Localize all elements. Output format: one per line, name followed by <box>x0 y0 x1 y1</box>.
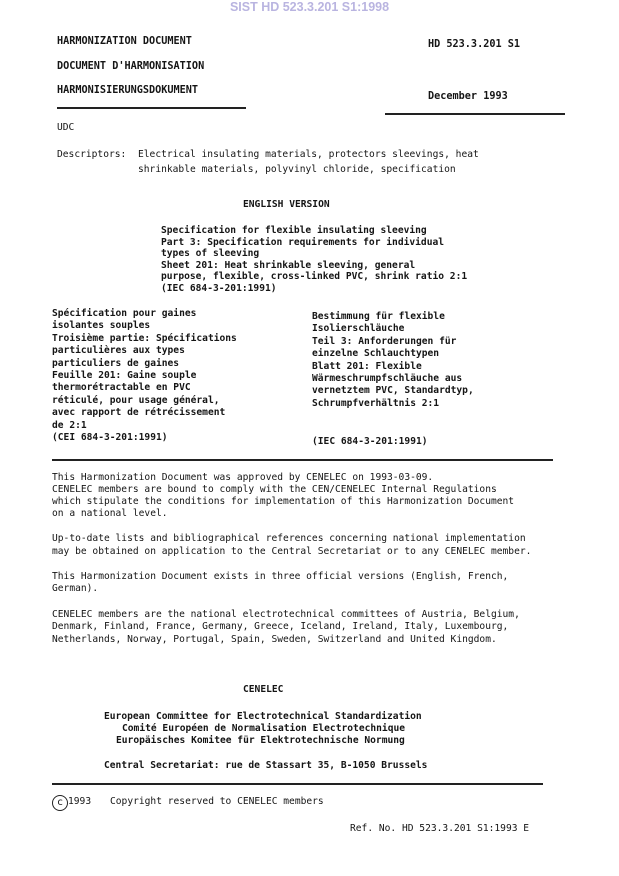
french-line: Spécification pour gaines <box>52 308 197 319</box>
udc-label: UDC <box>57 122 75 133</box>
paragraph-line: This Harmonization Document was approved by CENELEC on 1993-03-09. <box>52 472 434 483</box>
french-line: (CEI 684-3-201:1991) <box>52 432 168 444</box>
descriptors-line: Electrical insulating materials, protectors sleevings, heat <box>138 149 479 160</box>
english-line: Specification for flexible insulating sleeving <box>161 225 427 236</box>
german-line: einzelne Schlauchtypen <box>312 348 440 360</box>
paragraph-line: CENELEC members are bound to comply with the CEN/CENELEC Internal Regulations <box>52 484 497 495</box>
watermark: SIST HD 523.3.201 S1:1998 <box>229 0 390 14</box>
cenelec-de: Europäisches Komitee für Elektrotechnische Normung <box>116 735 405 746</box>
french-line: réticulé, pour usage général, <box>52 394 220 406</box>
copyright-text: Copyright reserved to CENELEC members <box>110 796 324 807</box>
french-line: Troisième partie: Spécifications <box>52 332 237 344</box>
french-line: de 2:1 <box>52 419 87 431</box>
paragraph-line: This Harmonization Document exists in three official versions (English, French, <box>52 571 509 582</box>
cenelec-secretariat: Central Secretariat: rue de Stassart 35, B-1050 Brussels <box>104 760 428 771</box>
paragraph-line: may be obtained on application to the Central Secretariat or to any CENELEC member. <box>52 546 532 557</box>
cenelec-fr: Comité Européen de Normalisation Electrotechnique <box>122 723 406 734</box>
divider <box>57 107 246 109</box>
german-line: Bestimmung für flexible <box>312 311 445 322</box>
descriptors-label: Descriptors: <box>57 149 127 160</box>
german-title-block <box>312 311 474 410</box>
title-de: HARMONISIERUNGSDOKUMENT <box>57 85 199 96</box>
german-line: Isolierschläuche <box>312 323 405 335</box>
french-line: particulières aux types <box>52 345 185 357</box>
reference-number: Ref. No. HD 523.3.201 S1:1993 E <box>350 823 530 834</box>
copyright-icon: c <box>52 795 68 811</box>
title-fr: DOCUMENT D'HARMONISATION <box>57 61 205 72</box>
divider <box>385 113 565 115</box>
paragraph-line: which stipulate the conditions for implementation of this Harmonization Document <box>52 496 515 507</box>
paragraph-line: CENELEC members are the national electrotechnical committees of Austria, Belgium, <box>52 609 520 620</box>
paragraph-line: Netherlands, Norway, Portugal, Spain, Sweden, Switzerland and United Kingdom. <box>52 634 497 645</box>
german-line: Teil 3: Anforderungen für <box>312 335 457 347</box>
french-line: isolantes souples <box>52 320 151 332</box>
english-version-heading: ENGLISH VERSION <box>243 199 330 210</box>
english-line: Sheet 201: Heat shrinkable sleeving, general <box>161 259 416 271</box>
english-line: types of sleeving <box>161 248 260 260</box>
german-line: Blatt 201: Flexible <box>312 360 422 372</box>
paragraph-line: Up-to-date lists and bibliographical references concerning national implementation <box>52 533 526 544</box>
paragraph-line: German). <box>52 583 99 594</box>
french-line: Feuille 201: Gaine souple <box>52 370 197 382</box>
paragraph-line: Denmark, Finland, France, Germany, Greece, Iceland, Ireland, Italy, Luxembourg, <box>52 621 509 632</box>
doc-number: HD 523.3.201 S1 <box>428 39 521 50</box>
german-line: vernetztem PVC, Standardtyp, <box>312 385 474 397</box>
cenelec-name: CENELEC <box>243 684 284 695</box>
german-line: Wärmeschrumpfschläuche aus <box>312 373 463 385</box>
english-line: Part 3: Specification requirements for individual <box>161 236 445 248</box>
divider <box>52 459 553 461</box>
german-ref: (IEC 684-3-201:1991) <box>312 436 428 447</box>
cenelec-en: European Committee for Electrotechnical Standardization <box>104 711 422 722</box>
copyright-year: 1993 <box>68 796 92 807</box>
french-line: particuliers de gaines <box>52 357 180 369</box>
doc-date: December 1993 <box>428 91 508 102</box>
french-title-block <box>52 308 237 444</box>
french-line: avec rapport de rétrécissement <box>52 407 226 419</box>
english-line: (IEC 684-3-201:1991) <box>161 282 277 294</box>
french-line: thermorétractable en PVC <box>52 382 191 394</box>
divider <box>52 783 543 785</box>
title-en: HARMONIZATION DOCUMENT <box>57 36 192 47</box>
paragraph-line: on a national level. <box>52 508 168 519</box>
english-title-block <box>161 225 467 295</box>
english-line: purpose, flexible, cross-linked PVC, shrink ratio 2:1 <box>161 271 468 283</box>
descriptors-line: shrinkable materials, polyvinyl chloride, specification <box>138 164 456 175</box>
german-line: Schrumpfverhältnis 2:1 <box>312 397 440 409</box>
